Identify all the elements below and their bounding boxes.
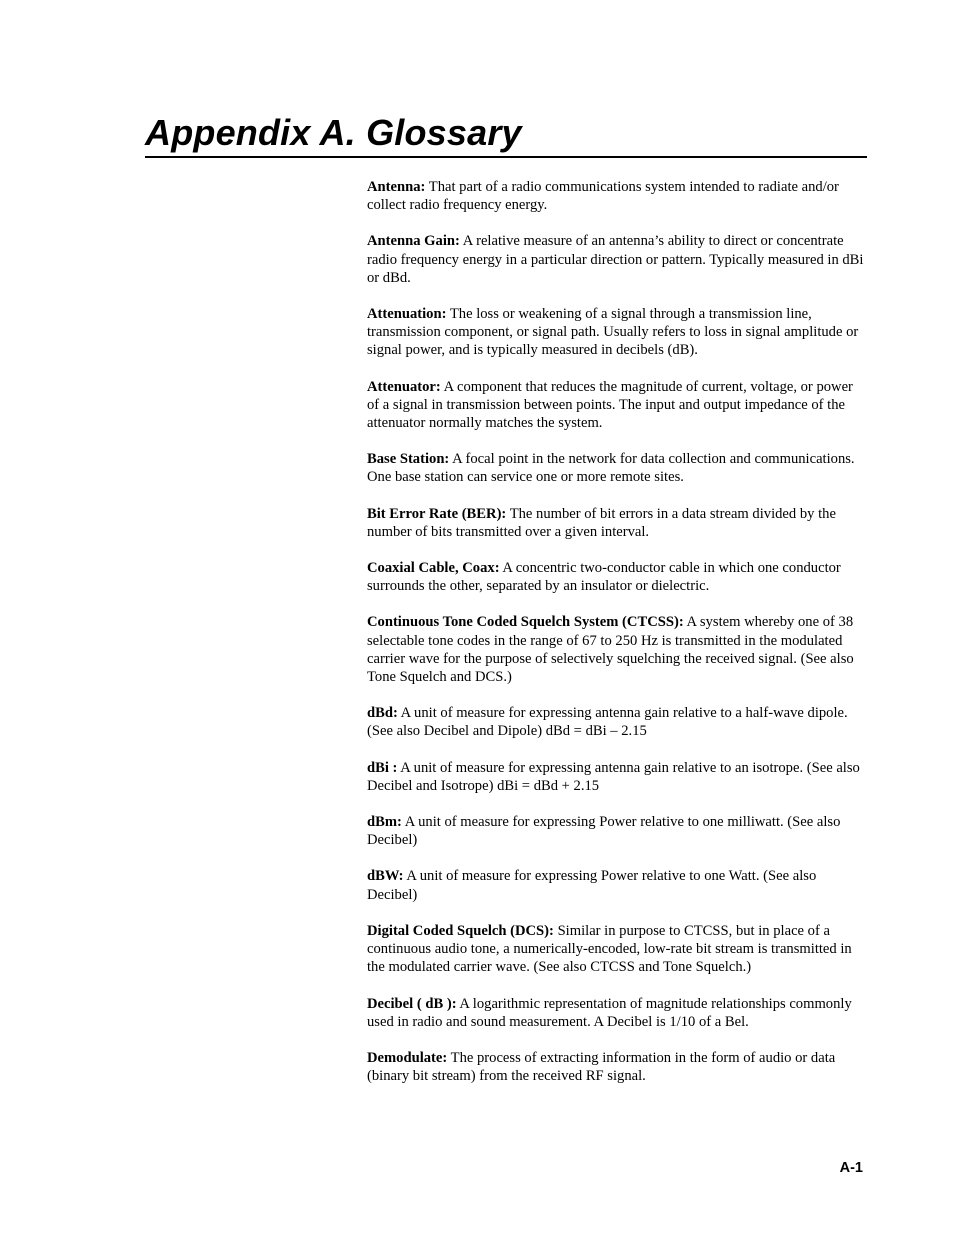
glossary-term: dBd: <box>367 705 398 722</box>
glossary-definition: A component that reduces the magnitude of current, voltage, or power of a signal in transmission between points. The input and output impedance of the attenuator normally matches the system. <box>367 378 853 432</box>
glossary-entry-dbm <box>367 813 867 849</box>
glossary-entry-antenna <box>367 178 867 214</box>
glossary-term: dBm: <box>367 814 402 831</box>
glossary-definition: A unit of measure for expressing antenna gain relative to a half-wave dipole. (See also Decibel and Dipole) dBd = dBi – 2.15 <box>367 705 848 740</box>
glossary-term: Decibel ( dB ): <box>367 995 457 1012</box>
glossary-term: dBi : <box>367 759 398 776</box>
glossary-entry-demodulate <box>367 1049 867 1085</box>
glossary-term: Base Station: <box>367 451 450 468</box>
glossary-definition: A unit of measure for expressing Power relative to one Watt. (See also Decibel) <box>367 868 817 903</box>
glossary-definition: A system whereby one of 38 selectable tone codes in the range of 67 to 250 Hz is transmitted in the modulated carrier wave for the purpose of selectively squelching the received signal. (See also Tone Squelch and DCS.) <box>367 614 854 686</box>
glossary-term: Antenna: <box>367 179 426 195</box>
glossary-definition: A unit of measure for expressing Power relative to one milliwatt. (See also Decibel) <box>367 814 841 849</box>
glossary-term: Bit Error Rate (BER): <box>367 505 507 522</box>
glossary-entry-dbi <box>367 759 867 795</box>
glossary-entry-antenna-gain <box>367 232 867 287</box>
glossary-entry-attenuator <box>367 378 867 433</box>
glossary-term: Attenuator: <box>367 378 441 395</box>
glossary-term: Continuous Tone Coded Squelch System (CTCSS): <box>367 614 684 631</box>
glossary-entry-dcs <box>367 922 867 977</box>
glossary-entry-attenuation <box>367 305 867 360</box>
glossary-term: Attenuation: <box>367 306 447 323</box>
page-title: Appendix A. Glossary <box>145 112 522 153</box>
glossary-definition: A concentric two-conductor cable in which one conductor surrounds the other, separated by an insulator or dielectric. <box>367 560 841 595</box>
glossary-list <box>367 178 867 1103</box>
glossary-definition: The process of extracting information in the form of audio or data (binary bit stream) from the received RF signal. <box>367 1049 836 1085</box>
glossary-definition: A focal point in the network for data collection and communications. One base station can service one or more remote sites. <box>367 451 855 486</box>
glossary-definition: The number of bit errors in a data stream divided by the number of bits transmitted over a given interval. <box>367 505 836 540</box>
glossary-entry-coaxial-cable <box>367 559 867 595</box>
page-number: A-1 <box>839 1160 863 1176</box>
glossary-definition: A logarithmic representation of magnitude relationships commonly used in radio and sound measurement. A Decibel is 1/10 of a Bel. <box>367 995 852 1030</box>
glossary-entry-bit-error-rate <box>367 505 867 541</box>
glossary-term: Digital Coded Squelch (DCS): <box>367 922 554 939</box>
glossary-entry-ctcss <box>367 613 867 686</box>
glossary-entry-dbw <box>367 867 867 903</box>
title-divider <box>145 156 867 158</box>
glossary-definition: A unit of measure for expressing antenna gain relative to an isotrope. (See also Decibel and Isotrope) dBi = dBd + 2.15 <box>367 759 860 794</box>
glossary-definition: Similar in purpose to CTCSS, but in place of a continuous audio tone, a numerically-encoded, low-rate bit stream is transmitted in the modulated carrier wave. (See also CTCSS and Tone Squelch.) <box>367 922 852 976</box>
glossary-term: Demodulate: <box>367 1049 448 1066</box>
glossary-definition: The loss or weakening of a signal through a transmission line, transmission component, or signal path. Usually refers to loss in signal amplitude or signal power, and is typically measured in decibels (dB). <box>367 306 859 359</box>
glossary-term: Antenna Gain: <box>367 233 460 250</box>
glossary-term: Coaxial Cable, Coax: <box>367 560 500 577</box>
glossary-definition: That part of a radio communications system intended to radiate and/or collect radio frequency energy. <box>367 179 839 214</box>
glossary-entry-dbd <box>367 704 867 740</box>
glossary-entry-decibel <box>367 995 867 1031</box>
glossary-term: dBW: <box>367 868 404 885</box>
glossary-definition: A relative measure of an antenna’s ability to direct or concentrate radio frequency energy in a particular direction or pattern. Typically measured in dBi or dBd. <box>367 233 864 286</box>
glossary-entry-base-station <box>367 450 867 486</box>
